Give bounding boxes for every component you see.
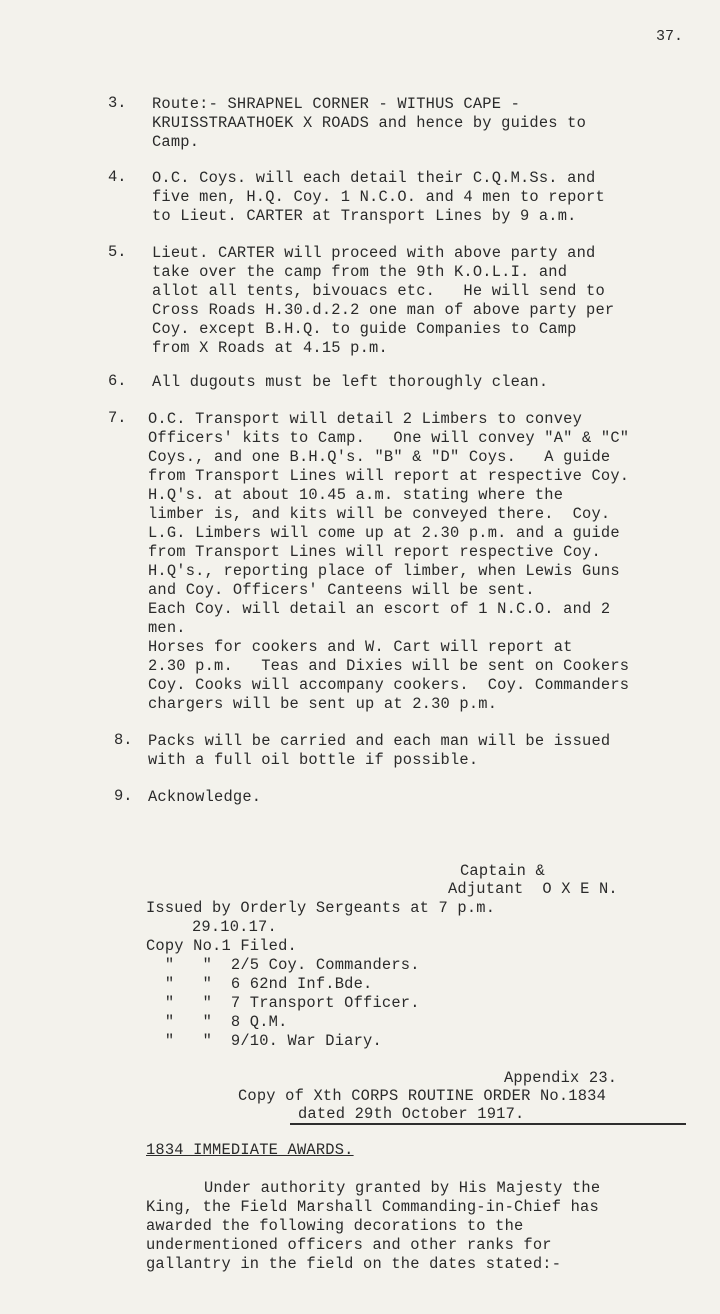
para-3-number: 3. (108, 94, 127, 112)
para-5-line-3: allot all tents, bivouacs etc. He will send to (152, 282, 605, 300)
signature-rank: Captain & (460, 862, 545, 880)
para-6-number: 6. (108, 372, 127, 390)
para-3-line-3: Camp. (152, 133, 200, 151)
para-6-line-1: All dugouts must be left thoroughly clean. (152, 373, 549, 391)
signature-name: Adjutant O X E N. (448, 880, 618, 898)
para-5-line-6: from X Roads at 4.15 p.m. (152, 339, 388, 357)
para-7-line-14: 2.30 p.m. Teas and Dixies will be sent on Cookers (148, 657, 630, 675)
appendix-line-1: Copy of Xth CORPS ROUTINE ORDER No.1834 (238, 1087, 606, 1105)
distribution-line-3: " " 6 62nd Inf.Bde. (146, 975, 373, 993)
para-7-line-8: from Transport Lines will report respective Coy. (148, 543, 601, 561)
para-8-number: 8. (114, 731, 133, 749)
appendix-title: Appendix 23. (504, 1069, 618, 1087)
distribution-line-1: Copy No.1 Filed. (146, 937, 297, 955)
para-4-line-2: five men, H.Q. Coy. 1 N.C.O. and 4 men to report (152, 188, 605, 206)
para-3-line-1: Route:- SHRAPNEL CORNER - WITHUS CAPE - (152, 95, 520, 113)
para-8-line-2: with a full oil bottle if possible. (148, 751, 479, 769)
distribution-line-5: " " 8 Q.M. (146, 1013, 288, 1031)
para-7-line-9: H.Q's., reporting place of limber, when Lewis Guns (148, 562, 620, 580)
distribution-line-2: " " 2/5 Coy. Commanders. (146, 956, 420, 974)
para-4-line-1: O.C. Coys. will each detail their C.Q.M.Ss. and (152, 169, 596, 187)
para-7-line-1: O.C. Transport will detail 2 Limbers to convey (148, 410, 583, 428)
para-7-number: 7. (108, 409, 127, 427)
para-5-line-1: Lieut. CARTER will proceed with above party and (152, 244, 596, 262)
para-9-line-1: Acknowledge. (148, 788, 262, 806)
para-7-line-13: Horses for cookers and W. Cart will report at (148, 638, 573, 656)
appendix-underline (290, 1123, 686, 1125)
para-7-line-5: H.Q's. at about 10.45 a.m. stating where the (148, 486, 564, 504)
para-7-line-10: and Coy. Officers' Canteens will be sent. (148, 581, 535, 599)
distribution-line-4: " " 7 Transport Officer. (146, 994, 420, 1012)
appendix-line-2: dated 29th October 1917. (298, 1105, 525, 1123)
para-4-line-3: to Lieut. CARTER at Transport Lines by 9 a.m. (152, 207, 577, 225)
para-9-number: 9. (114, 787, 133, 805)
para-7-line-3: Coys., and one B.H.Q's. "B" & "D" Coys. A guide (148, 448, 611, 466)
section-line-2: King, the Field Marshall Commanding-in-Chief has (146, 1198, 599, 1216)
para-7-line-12: men. (148, 619, 186, 637)
para-7-line-6: limber is, and kits will be conveyed there. Coy. (148, 505, 611, 523)
para-7-line-16: chargers will be sent up at 2.30 p.m. (148, 695, 498, 713)
page-number: 37. (656, 28, 684, 45)
section-line-1: Under authority granted by His Majesty the (204, 1179, 601, 1197)
section-line-5: gallantry in the field on the dates stated:- (146, 1255, 562, 1273)
para-5-number: 5. (108, 243, 127, 261)
para-5-line-5: Coy. except B.H.Q. to guide Companies to Camp (152, 320, 577, 338)
para-7-line-4: from Transport Lines will report at respective Coy. (148, 467, 630, 485)
para-4-number: 4. (108, 168, 127, 186)
issued-date: 29.10.17. (192, 918, 277, 936)
para-3-line-2: KRUISSTRAATHOEK X ROADS and hence by guides to (152, 114, 587, 132)
section-line-4: undermentioned officers and other ranks for (146, 1236, 552, 1254)
para-8-line-1: Packs will be carried and each man will be issued (148, 732, 611, 750)
para-7-line-2: Officers' kits to Camp. One will convey "A" & "C" (148, 429, 630, 447)
para-7-line-15: Coy. Cooks will accompany cookers. Coy. Commanders (148, 676, 630, 694)
issued-line: Issued by Orderly Sergeants at 7 p.m. (146, 899, 496, 917)
para-5-line-2: take over the camp from the 9th K.O.L.I. and (152, 263, 568, 281)
section-line-3: awarded the following decorations to the (146, 1217, 524, 1235)
distribution-line-6: " " 9/10. War Diary. (146, 1032, 382, 1050)
section-heading: 1834 IMMEDIATE AWARDS. (146, 1141, 354, 1159)
para-7-line-11: Each Coy. will detail an escort of 1 N.C.O. and 2 (148, 600, 611, 618)
para-7-line-7: L.G. Limbers will come up at 2.30 p.m. and a guide (148, 524, 620, 542)
para-5-line-4: Cross Roads H.30.d.2.2 one man of above party per (152, 301, 615, 319)
